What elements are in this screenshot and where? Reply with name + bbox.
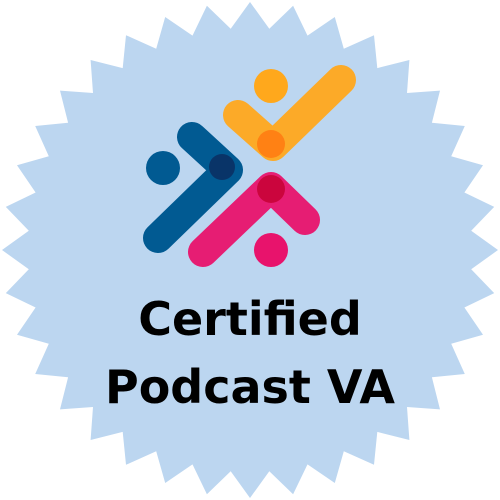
starburst-seal [2,2,498,498]
overlap-orange-accent [257,130,285,158]
pink-figure-head [254,233,288,267]
badge-title-line-2: Podcast VA [104,360,395,414]
overlap-red-accent [257,175,285,203]
badge-title-line-1: Certified [138,292,362,346]
overlap-dark-accent [209,154,235,180]
orange-figure-head [254,69,288,103]
navy-figure-head [146,151,180,185]
